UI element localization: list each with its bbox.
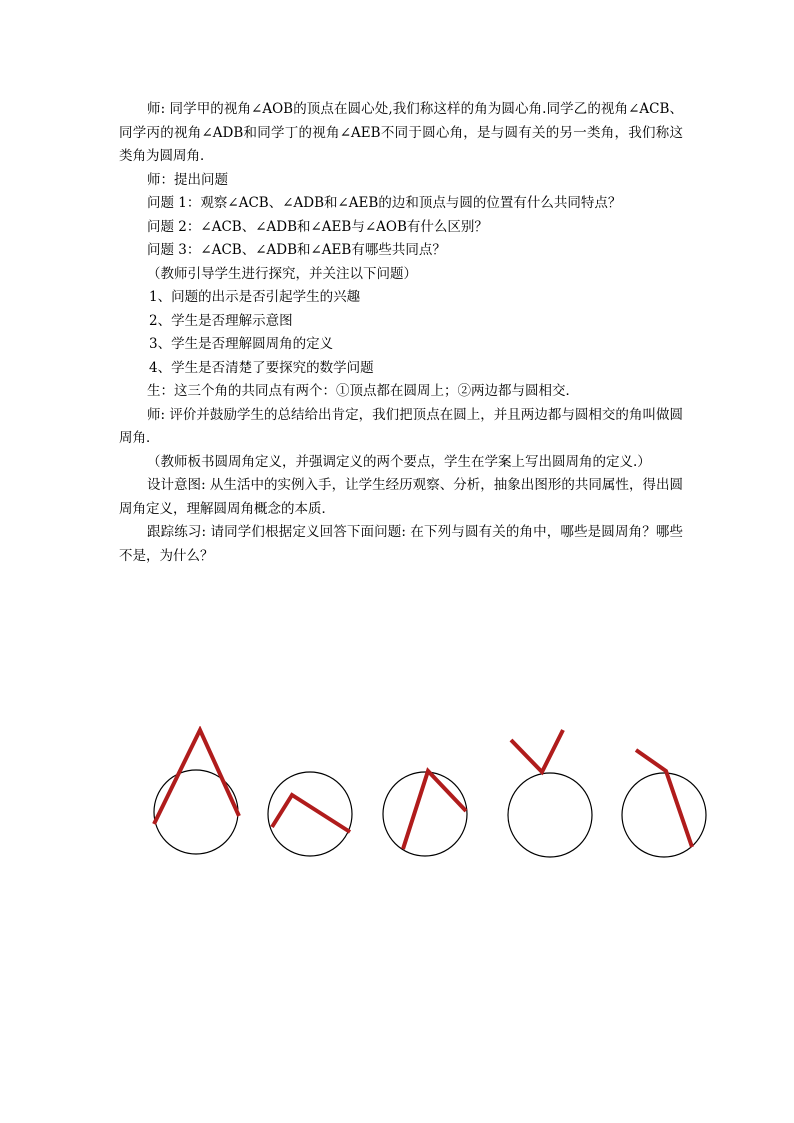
paragraph-practice: 跟踪练习: 请同学们根据定义回答下面问题: 在下列与圆有关的角中，哪些是圆周角？哪些不是，为什么？ xyxy=(119,524,683,564)
paragraph-question-3: 问题 3：∠ACB、∠ADB和∠AEB有哪些共同点？ xyxy=(147,242,446,258)
paragraph-teacher-question: 师：提出问题 xyxy=(147,171,228,188)
angle-3 xyxy=(403,771,466,849)
figure-svg xyxy=(148,726,714,862)
angle-5 xyxy=(636,750,692,847)
paragraph-design-intent: 设计意图: 从生活中的实例入手，让学生经历观察、分析，抽象出图形的共同属性，得出圆周角定义，理解圆周角概念的本质． xyxy=(119,477,683,517)
paragraph-board-note: （教师板书圆周角定义，并强调定义的两个要点，学生在学案上写出圆周角的定义.） xyxy=(147,453,651,470)
paragraph-teacher-definition: 师: 评价并鼓励学生的总结给出肯定，我们把顶点在圆上，并且两边都与圆相交的角叫做圆周角． xyxy=(119,406,683,446)
lesson-text xyxy=(119,98,683,568)
circle-5 xyxy=(622,773,706,857)
paragraph-student-answer: 生：这三个角的共同点有两个：①顶点都在圆周上；②两边都与圆相交． xyxy=(147,383,579,399)
inscribed-angle-figure xyxy=(148,726,714,862)
paragraph-question-1: 问题 1：观察∠ACB、∠ADB和∠AEB的边和顶点与圆的位置有什么共同特点？ xyxy=(147,195,622,211)
figure-item-1 xyxy=(154,730,239,854)
list-item-4: 4、学生是否清楚了要探究的数学问题 xyxy=(149,359,374,376)
list-item-3: 3、学生是否理解圆周角的定义 xyxy=(149,336,334,352)
figure-item-3 xyxy=(383,771,467,856)
paragraph-teacher-guide: （教师引导学生进行探究，并关注以下问题） xyxy=(147,265,417,282)
list-item-2: 2、学生是否理解示意图 xyxy=(149,312,293,329)
paragraph-question-2: 问题 2：∠ACB、∠ADB和∠AEB与∠AOB有什么区别？ xyxy=(147,218,488,235)
figure-item-2 xyxy=(268,772,352,856)
figure-item-5 xyxy=(622,750,706,857)
circle-4 xyxy=(508,773,592,857)
figure-item-4 xyxy=(508,730,592,857)
angle-1 xyxy=(154,730,239,824)
angle-4 xyxy=(511,730,563,772)
list-item-1: 1、问题的出示是否引起学生的兴趣 xyxy=(149,289,361,305)
paragraph-teacher-intro: 师: 同学甲的视角∠AOB的顶点在圆心处,我们称这样的角为圆心角.同学乙的视角∠ACB、同学丙的视角∠ADB和同学丁的视角∠AEB不同于圆心角，是与圆有关的另一类角，我们称这类角为圆周角． xyxy=(119,101,683,164)
angle-2 xyxy=(272,795,350,832)
